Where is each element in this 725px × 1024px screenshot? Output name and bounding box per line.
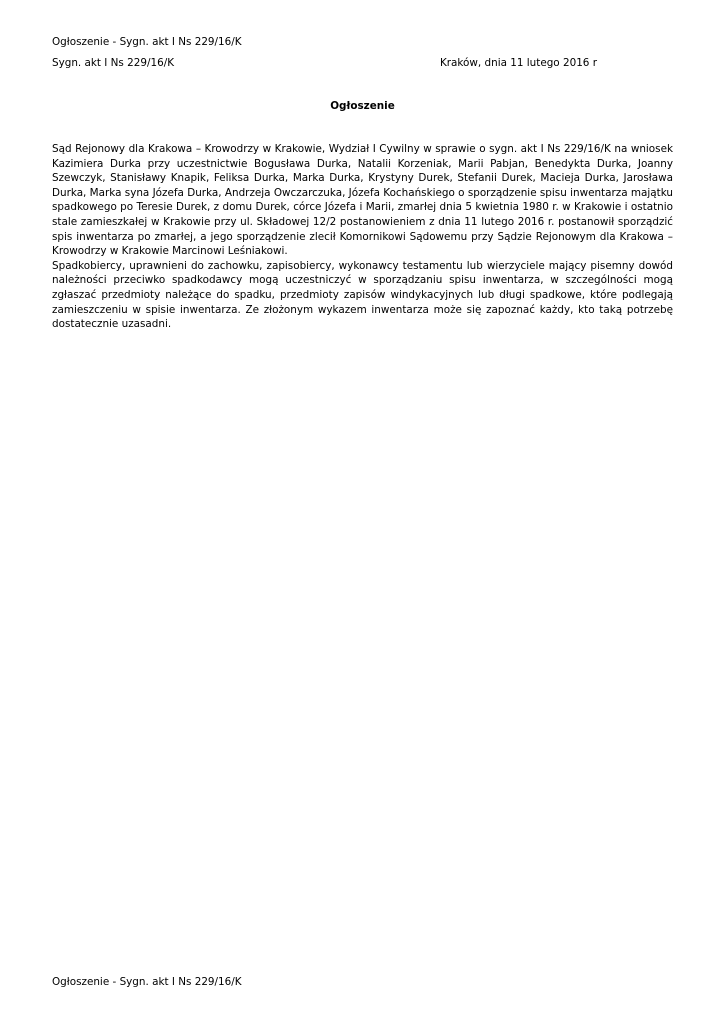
place-and-date: Kraków, dnia 11 lutego 2016 r [439, 57, 597, 69]
document-title: Ogłoszenie [330, 100, 395, 112]
case-number: Sygn. akt I Ns 229/16/K [52, 57, 175, 69]
paragraph-court-decision: Sąd Rejonowy dla Krakowa – Krowodrzy w Krakowie, Wydział I Cywilny w sprawie o sygn. akt I Ns 229/16/K na wniosek Kazimiera Durka przy uczestnictwie Bogusława Durka, Natalii Korzeniak, Marii Pabjan, Benedykta Durka, Joanny Szewczyk, Stanisławy Knapik, Feliksa Durka, Marka Durka, Krystyny Durek, Stefanii Durek, Macieja Durka, Jarosława Durka, Marka syna Józefa Durka, Andrzeja Owczarczuka, Józefa Kochańskiego o sporządzenie spisu inwentarza majątku spadkowego po Teresie Durek, z domu Durek, córce Józefa i Marii, zmarłej dnia 5 kwietnia 1980 r. w Krakowie i ostatnio stale zamieszkałej w Krakowie przy ul. Składowej 12/2 postanowieniem z dnia 11 lutego 2016 r. postanowił sporządzić spis inwentarza po zmarłej, a jego sporządzenie zlecił Komornikowi Sądowemu przy Sądzie Rejonowym dla Krakowa – Krowodrzy w Krakowie Marcinowi Leśniakowi. [52, 143, 673, 258]
document-body [52, 142, 673, 332]
page-header: Ogłoszenie - Sygn. akt I Ns 229/16/K [52, 36, 242, 48]
page-footer: Ogłoszenie - Sygn. akt I Ns 229/16/K [52, 976, 242, 988]
reference-line [52, 56, 597, 70]
paragraph-participation-rights: Spadkobiercy, uprawnieni do zachowku, zapisobiercy, wykonawcy testamentu lub wierzyciele mający pisemny dowód należności przeciwko spadkodawcy mogą uczestniczyć w sporządzaniu spisu inwentarza, w szczególności mogą zgłaszać przedmioty należące do spadku, przedmioty zapisów windykacyjnych lub długi spadkowe, które podlegają zamieszczeniu w spisie inwentarza. Ze złożonym wykazem inwentarza może się zapoznać każdy, kto taką potrzebę dostatecznie uzasadni. [52, 259, 673, 331]
